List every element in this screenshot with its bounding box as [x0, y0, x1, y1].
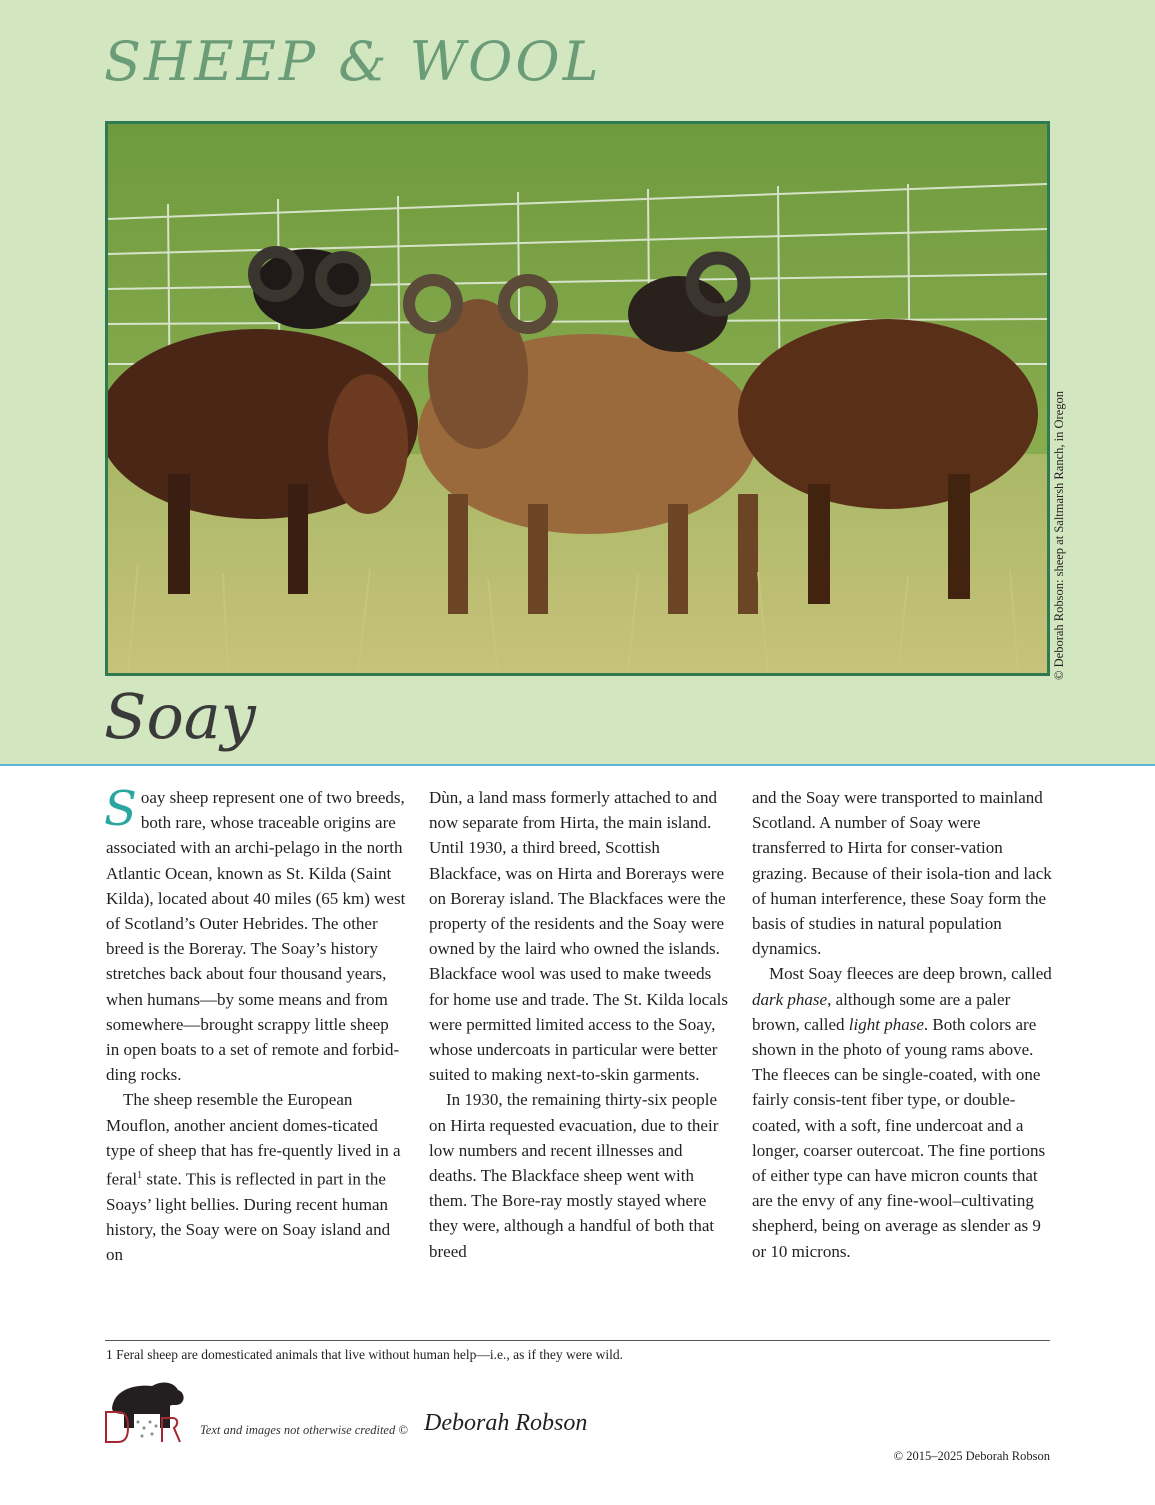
paragraph [429, 1087, 729, 1263]
term-light-phase: light phase [848, 1014, 924, 1034]
paragraph-text: Dùn, a land mass formerly attached to and now separate from Hirta, the main island. Until 1930, a third breed, Scottish Blackface, was on Hirta and Borerays were on Boreray island. The Blackfaces were the property of the residents and the Soay were owned by the laird who owned the islands. Blackface wool was used to make tweeds for home use and trade. The St. Kilda locals were permitted limited access to the Soay, whose undercoats in particular were better suited to making next-to-skin garments. [429, 788, 728, 1085]
paragraph-text: , although some are a paler brown, called [752, 989, 1011, 1034]
paragraph [106, 1087, 406, 1267]
article-column-2 [429, 785, 729, 1264]
drop-cap: S [104, 781, 137, 837]
paragraph-text: oay sheep represent one of two breeds, both rare, whose traceable origins are associated with an archi-pelago in the north Atlantic Ocean, known as St. Kilda (Saint Kilda), located about 40 miles (65 km) west of Scotland’s Outer Hebrides. The other breed is the Boreray. The Soay’s history stretches back about four thousand years, when humans—by some means and from somewhere—brought scrappy little sheep in open boats to a set of remote and forbid-ding rocks. [106, 788, 406, 1085]
paragraph-text: state. This is reflected in part in the Soays’ light bellies. During recent human history, the Soay were on Soay island and on [106, 1169, 391, 1265]
paragraph-text: . Both colors are shown in the photo of young rams above. The fleeces can be single-coated, with one fairly consis-tent fiber type, or double-coated, with a soft, fine undercoat and a longer, coarser outercoat. The fine portions of either type can have micron counts that are the envy of any fine-wool–cultivating shepherd, being on average as slender as 9 or 10 microns. [752, 1014, 1046, 1261]
section-title: SHEEP & WOOL [104, 30, 602, 93]
footnote: 1 Feral sheep are domesticated animals that live without human help—i.e., as if they were wild. [106, 1347, 623, 1362]
paragraph-text: In 1930, the remaining thirty-six people on Hirta requested evacuation, due to their low numbers and recent illnesses and deaths. The Blackface sheep went with them. The Bore-ray mostly stayed where they were, although a handful of both that breed [429, 1090, 719, 1261]
sheep-photo-illustration [108, 124, 1047, 673]
breed-title: Soay [104, 680, 256, 753]
paragraph-text: The sheep resemble the European Mouflon, another ancient domes-ticated type of sheep that has fre-quently lived in a feral [106, 1090, 401, 1189]
footnote-divider [105, 1340, 1050, 1341]
paragraph [429, 785, 729, 1087]
sheep-photo [105, 121, 1050, 676]
paragraph [104, 781, 406, 1087]
paragraph [752, 961, 1052, 1263]
article-column-1 [104, 781, 406, 1268]
footer-author: Deborah Robson [424, 1410, 588, 1436]
footer-credit-lead: Text and images not otherwise credited © [200, 1423, 408, 1437]
paragraph-text: Most Soay fleeces are deep brown, called [769, 964, 1052, 984]
sheep-logo-icon [104, 1378, 188, 1444]
footnote-ref[interactable]: 1 [137, 1170, 143, 1182]
paragraph-text: and the Soay were transported to mainland Scotland. A number of Soay were transferred to Hirta for conser-vation grazing. Because of their isola-tion and lack of human interference, these Soay form the basis of studies in natural population dynamics. [752, 788, 1052, 959]
article-column-3 [752, 785, 1052, 1264]
footer-copyright: © 2015–2025 Deborah Robson [893, 1449, 1050, 1463]
paragraph [752, 785, 1052, 961]
photo-credit: © Deborah Robson: sheep at Saltmarsh Ranch, in Oregon [1052, 391, 1066, 680]
term-dark-phase: dark phase [752, 989, 828, 1009]
header-divider [0, 764, 1155, 766]
